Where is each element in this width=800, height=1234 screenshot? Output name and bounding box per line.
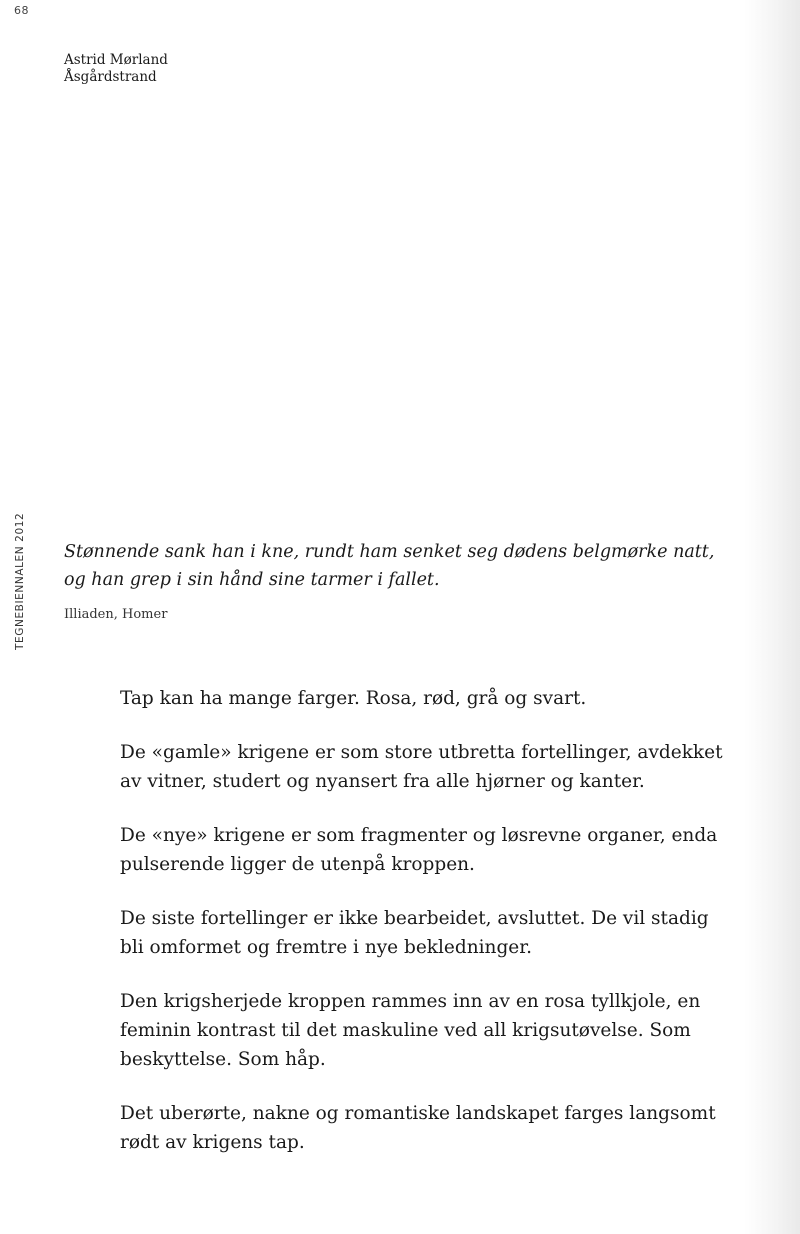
- author-place: Åsgårdstrand: [64, 69, 157, 85]
- author-block: [64, 52, 168, 86]
- paragraph: [120, 738, 790, 796]
- paragraph-line: feminin kontrast til det maskuline ved all krigsutøvelse. Som: [120, 1020, 691, 1041]
- page-number: 68: [14, 4, 29, 17]
- paragraph: [120, 904, 790, 962]
- paragraph-line: Den krigsherjede kroppen rammes inn av en rosa tyllkjole, en: [120, 991, 701, 1012]
- epigraph-quote: [64, 538, 764, 594]
- paragraph-line: rødt av krigens tap.: [120, 1132, 305, 1153]
- paragraph-line: Tap kan ha mange farger. Rosa, rød, grå og svart.: [120, 688, 587, 709]
- paragraph: [120, 987, 790, 1074]
- author-name: Astrid Mørland: [64, 52, 168, 68]
- side-label: TEGNEBIENNALEN 2012: [14, 512, 26, 650]
- quote-line: Stønnende sank han i kne, rundt ham senket seg dødens belgmørke natt,: [64, 542, 715, 562]
- paragraph-line: beskyttelse. Som håp.: [120, 1049, 326, 1070]
- paragraph-line: Det uberørte, nakne og romantiske landskapet farges langsomt: [120, 1103, 716, 1124]
- paragraph-line: bli omformet og fremtre i nye bekledninger.: [120, 937, 532, 958]
- paragraph-line: pulserende ligger de utenpå kroppen.: [120, 854, 475, 875]
- body-text: [120, 684, 790, 1182]
- paragraph-line: av vitner, studert og nyansert fra alle hjørner og kanter.: [120, 771, 645, 792]
- quote-source: Illiaden, Homer: [64, 607, 168, 622]
- quote-line: og han grep i sin hånd sine tarmer i fallet.: [64, 570, 440, 590]
- paragraph-line: De «gamle» krigene er som store utbretta fortellinger, avdekket: [120, 742, 723, 763]
- paragraph-line: De siste fortellinger er ikke bearbeidet, avsluttet. De vil stadig: [120, 908, 709, 929]
- paragraph-line: De «nye» krigene er som fragmenter og løsrevne organer, enda: [120, 825, 718, 846]
- paragraph: [120, 1099, 790, 1157]
- paragraph: [120, 821, 790, 879]
- paragraph: [120, 684, 790, 713]
